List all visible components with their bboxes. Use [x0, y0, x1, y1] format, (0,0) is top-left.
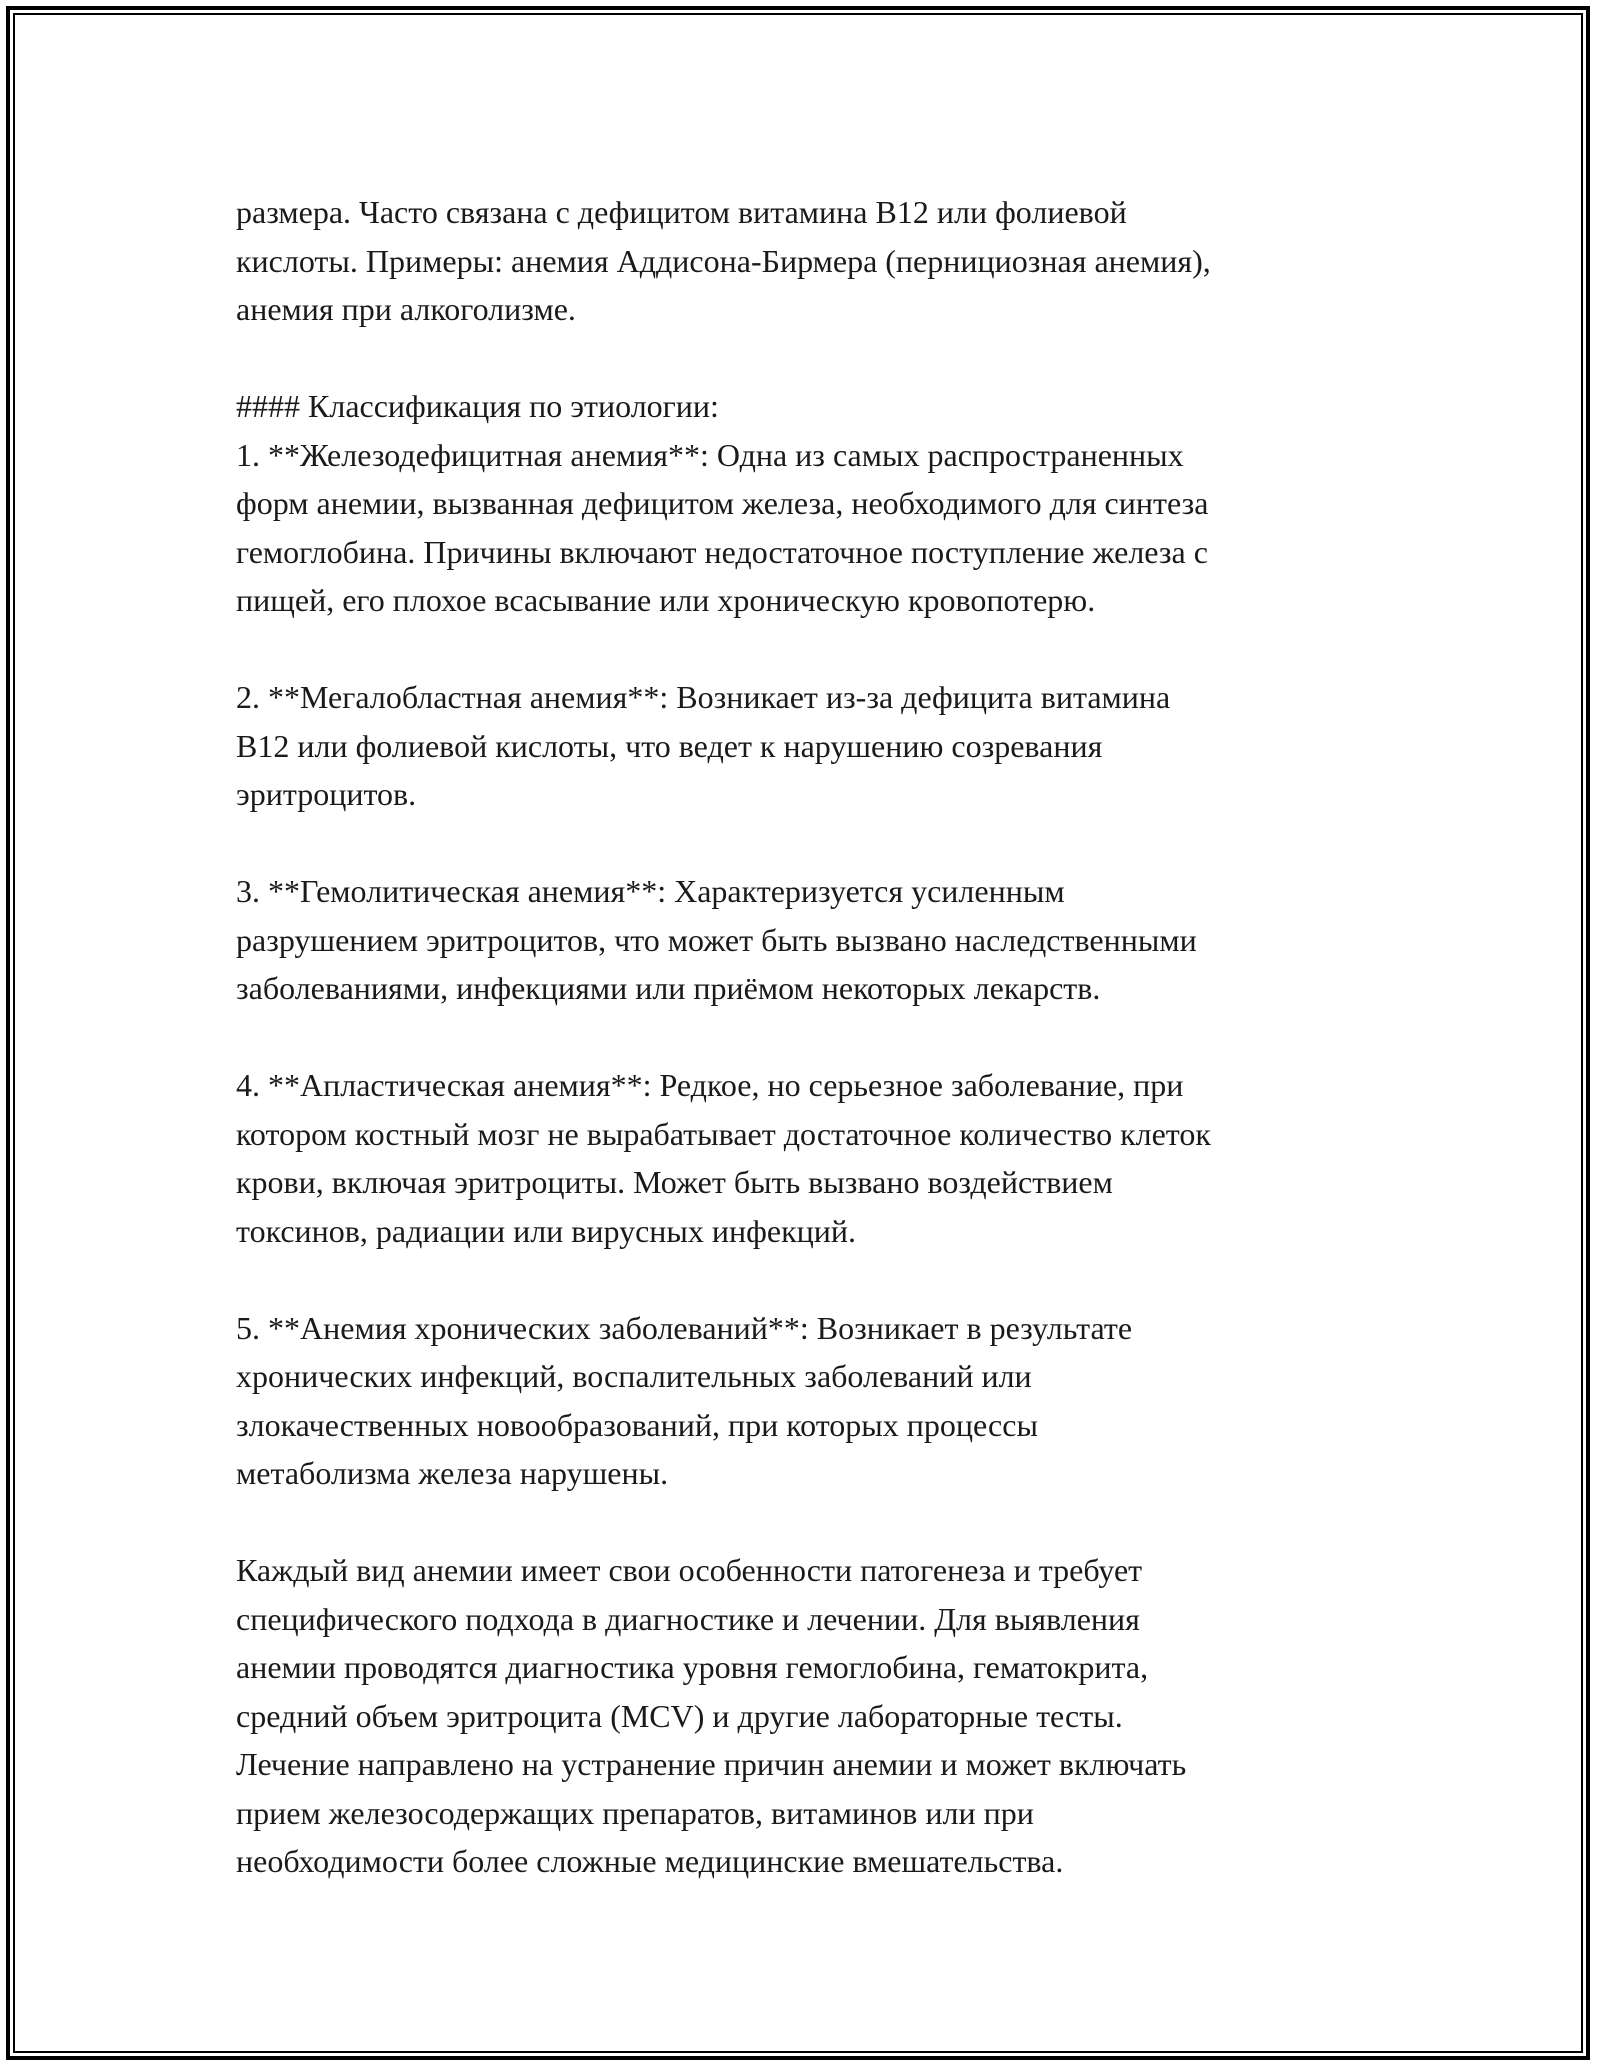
text-line: заболеваниями, инфекциями или приёмом некоторых лекарств. — [236, 970, 1101, 1006]
text-line: злокачественных новообразований, при которых процессы — [236, 1406, 1038, 1443]
list-item-4 — [236, 1061, 1366, 1255]
text-line: Лечение направлено на устранение причин анемии и может включать — [236, 1746, 1187, 1782]
conclusion-paragraph — [236, 1546, 1366, 1886]
text-line: анемия при алкоголизме. — [236, 291, 576, 327]
document-body — [236, 188, 1366, 1886]
text-line: эритроцитов. — [236, 776, 417, 812]
text-line: метаболизма железа нарушены. — [236, 1455, 669, 1491]
text-line: специфического подхода в диагностике и лечении. Для выявления — [236, 1600, 1140, 1637]
text-line: 5. **Анемия хронических заболеваний**: Возникает в результате — [236, 1309, 1133, 1346]
intro-paragraph — [236, 188, 1366, 334]
text-line: форм анемии, вызванная дефицитом железа, необходимого для синтеза — [236, 485, 1209, 521]
text-line: токсинов, радиации или вирусных инфекций. — [236, 1212, 857, 1249]
section-heading — [236, 382, 1366, 431]
list-item-2 — [236, 673, 1366, 819]
text-line: необходимости более сложные медицинские вмешательства. — [236, 1843, 1064, 1879]
list-item-5 — [236, 1304, 1366, 1498]
text-line: размера. Часто связана с дефицитом витамина B12 или фолиевой — [236, 194, 1127, 230]
list-item-1 — [236, 431, 1366, 625]
text-line: гемоглобина. Причины включают недостаточное поступление железа с — [236, 533, 1208, 570]
text-line: средний объем эритроцита (MCV) и другие лабораторные тесты. — [236, 1697, 1123, 1734]
section-heading-text: #### Классификация по этиологии: — [236, 388, 719, 424]
text-line: 4. **Апластическая анемия**: Редкое, но серьезное заболевание, при — [236, 1067, 1184, 1103]
text-line: 2. **Мегалобластная анемия**: Возникает из-за дефицита витамина — [236, 679, 1171, 715]
text-line: крови, включая эритроциты. Может быть вызвано воздействием — [236, 1164, 1113, 1200]
text-line: хронических инфекций, воспалительных заболеваний или — [236, 1358, 1032, 1394]
text-line: 3. **Гемолитическая анемия**: Характеризуется усиленным — [236, 873, 1065, 909]
list-item-3 — [236, 867, 1366, 1013]
text-line: разрушением эритроцитов, что может быть вызвано наследственными — [236, 921, 1197, 958]
text-line: 1. **Железодефицитная анемия**: Одна из самых распространенных — [236, 436, 1184, 473]
text-line: котором костный мозг не вырабатывает достаточное количество клеток — [236, 1115, 1211, 1152]
text-line: пищей, его плохое всасывание или хроническую кровопотерю. — [236, 582, 1096, 618]
text-line: кислоты. Примеры: анемия Аддисона-Бирмера (пернициозная анемия), — [236, 242, 1211, 279]
text-line: прием железосодержащих препаратов, витаминов или при — [236, 1794, 1034, 1831]
text-line: анемии проводятся диагностика уровня гемоглобина, гематокрита, — [236, 1649, 1149, 1685]
text-line: Каждый вид анемии имеет свои особенности патогенеза и требует — [236, 1552, 1143, 1588]
text-line: B12 или фолиевой кислоты, что ведет к нарушению созревания — [236, 727, 1103, 764]
